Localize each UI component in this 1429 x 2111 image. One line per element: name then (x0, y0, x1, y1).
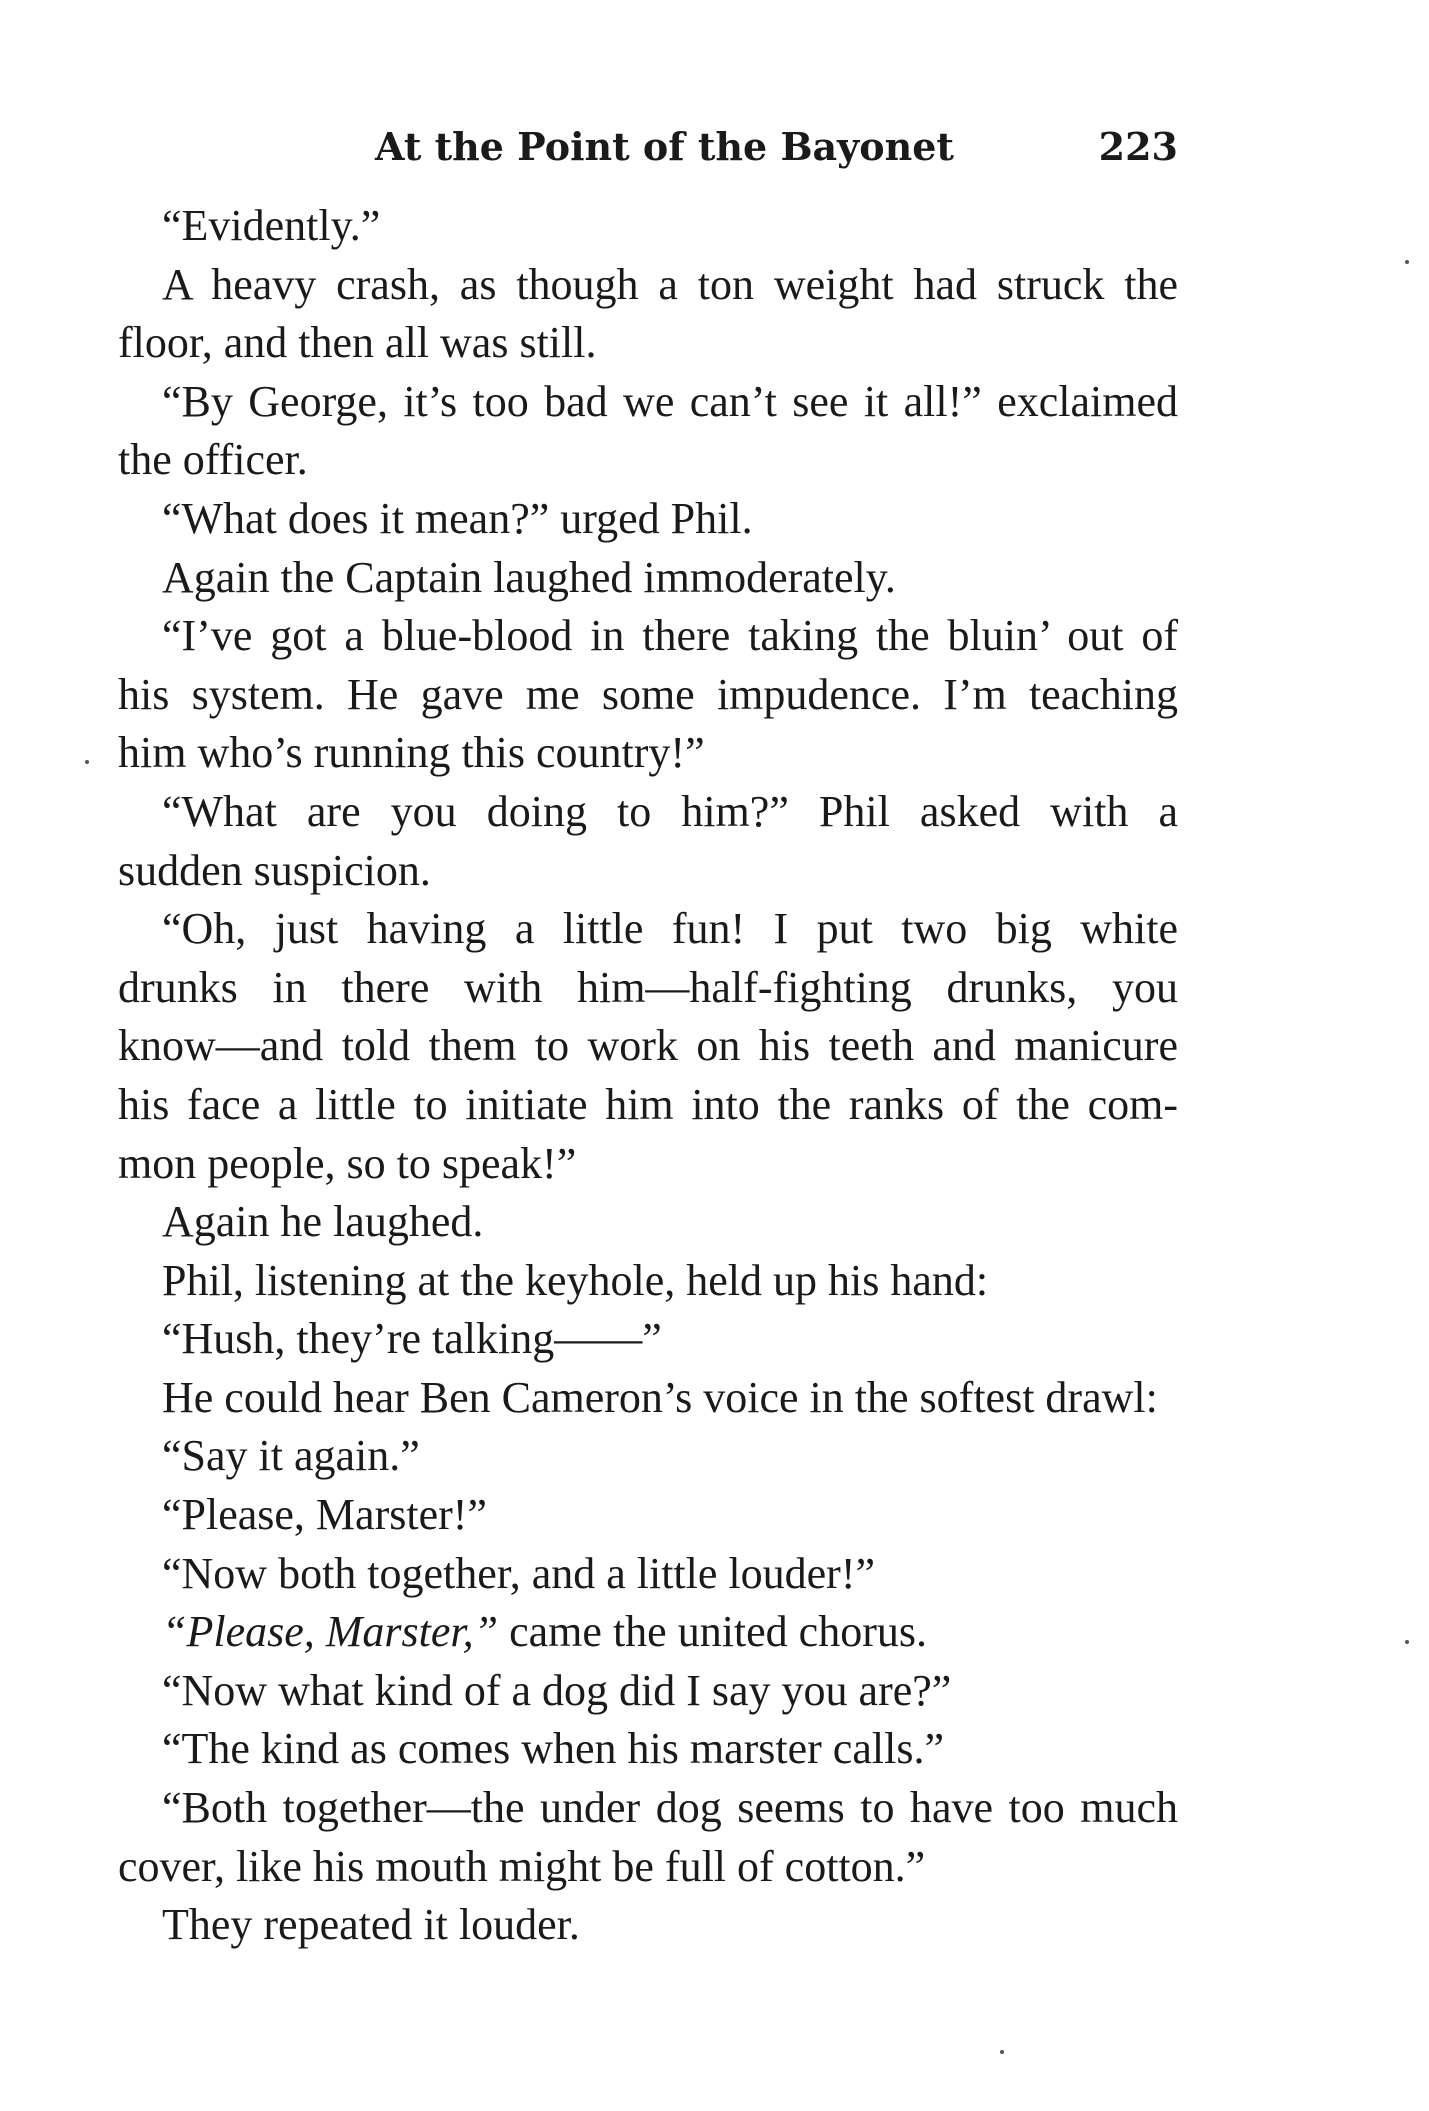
running-head (118, 117, 1178, 177)
text-line: “Say it again.” (162, 1431, 420, 1481)
text-line: Again he laughed. (162, 1197, 484, 1247)
paragraph (118, 1603, 1178, 1662)
text-line: He could hear Ben Cameron’s voice in the softest drawl: (162, 1372, 1158, 1422)
paragraph (118, 1369, 1178, 1428)
body-text (118, 197, 1178, 1955)
paragraph (118, 1427, 1178, 1486)
text-line: his system. He gave me some impudence. I’m teaching (118, 669, 1178, 719)
text-line: “What are you doing to him?” Phil asked with a (162, 786, 1178, 836)
page-number: 223 (1098, 124, 1178, 169)
text-line (118, 1603, 1178, 1662)
text-line: “The kind as comes when his marster calls.” (162, 1724, 944, 1774)
paragraph (118, 1310, 1178, 1369)
scan-speck (1405, 1640, 1409, 1644)
text-line: “Evidently.” (162, 201, 381, 250)
paragraph (118, 197, 1178, 256)
paragraph (118, 1193, 1178, 1252)
speech-tag: came the united chorus. (498, 1607, 927, 1657)
text-line: “Both together—the under dog seems to have too much (162, 1783, 1178, 1833)
paragraph (118, 1720, 1178, 1779)
text-line: “Now both together, and a little louder!” (162, 1548, 876, 1598)
paragraph (118, 607, 1178, 783)
text-line: “Oh, just having a little fun! I put two big white (162, 904, 1178, 954)
text-line: the officer. (118, 435, 308, 485)
text-line: “I’ve got a blue-blood in there taking the bluin’ out of (162, 611, 1178, 661)
text-line: “Hush, they’re talking——” (162, 1314, 662, 1364)
text-line: sudden suspicion. (118, 845, 431, 895)
text-line: They repeated it louder. (162, 1900, 580, 1950)
paragraph (118, 1252, 1178, 1311)
text-line: “Now what kind of a dog did I say you are?” (162, 1665, 952, 1715)
paragraph (118, 1486, 1178, 1545)
paragraph (118, 1896, 1178, 1955)
paragraph (118, 1662, 1178, 1721)
scan-speck (1405, 260, 1409, 264)
text-line: mon people, so to speak!” (118, 1138, 577, 1188)
paragraph (118, 373, 1178, 490)
text-line: him who’s running this country!” (118, 728, 705, 778)
text-line: cover, like his mouth might be full of cotton.” (118, 1841, 926, 1891)
text-line: floor, and then all was still. (118, 318, 597, 368)
text-line: A heavy crash, as though a ton weight had struck the (162, 259, 1178, 309)
text-line: “What does it mean?” urged Phil. (162, 493, 753, 543)
paragraph (118, 1779, 1178, 1896)
text-line: “Please, Marster!” (162, 1490, 487, 1540)
text-line: “By George, it’s too bad we can’t see it all!” exclaimed (162, 376, 1178, 426)
paragraph (118, 783, 1178, 900)
paragraph (118, 900, 1178, 1193)
scan-speck (85, 760, 89, 764)
chapter-title: At the Point of the Bayonet (375, 124, 954, 169)
paragraph (118, 490, 1178, 549)
text-line: Again the Captain laughed immoderately. (162, 552, 896, 602)
text-line: drunks in there with him—half-fighting drunks, you (118, 962, 1178, 1012)
text-line: know—and told them to work on his teeth and manicure (118, 1021, 1178, 1071)
text-line: his face a little to initiate him into the ranks of the com- (118, 1079, 1178, 1129)
paragraph (118, 256, 1178, 373)
italic-speech: “Please, Marster,” (162, 1607, 499, 1657)
scan-speck (1000, 2050, 1004, 2054)
paragraph (118, 549, 1178, 608)
paragraph (118, 1545, 1178, 1604)
text-line: Phil, listening at the keyhole, held up his hand: (162, 1255, 989, 1305)
